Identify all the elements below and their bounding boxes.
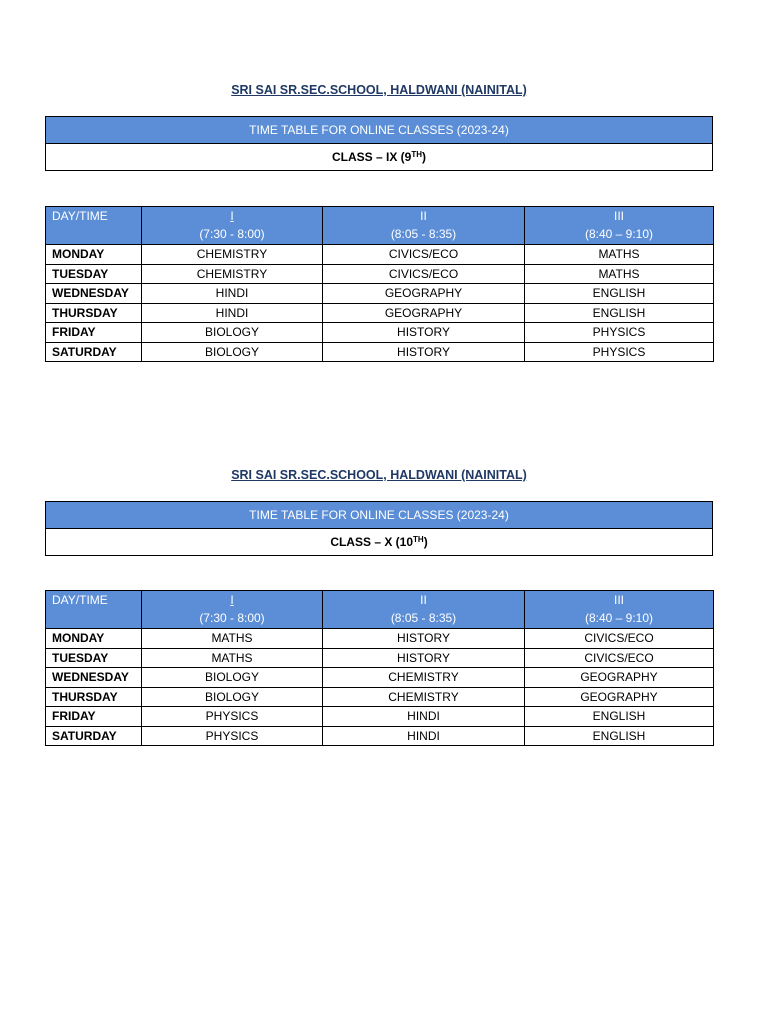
- subject-cell: CIVICS/ECO: [323, 245, 525, 265]
- timetable-title: TIME TABLE FOR ONLINE CLASSES (2023-24): [46, 117, 713, 144]
- subject-cell: BIOLOGY: [142, 342, 323, 362]
- subject-cell: CHEMISTRY: [323, 668, 525, 688]
- subject-cell: HISTORY: [323, 648, 525, 668]
- table-row: [46, 264, 714, 284]
- subject-cell: CIVICS/ECO: [323, 264, 525, 284]
- timetable-header-box: [45, 116, 713, 171]
- timetable-grid: [45, 590, 714, 746]
- subject-cell: PHYSICS: [525, 342, 714, 362]
- subject-cell: BIOLOGY: [142, 668, 323, 688]
- subject-cell: BIOLOGY: [142, 687, 323, 707]
- period-header-1: I (7:30 - 8:00): [142, 591, 323, 629]
- table-row: [46, 284, 714, 304]
- day-cell: FRIDAY: [46, 707, 142, 727]
- subject-cell: ENGLISH: [525, 303, 714, 323]
- subject-cell: CIVICS/ECO: [525, 629, 714, 649]
- timetable-grid: [45, 206, 714, 362]
- day-cell: THURSDAY: [46, 687, 142, 707]
- subject-cell: HINDI: [142, 284, 323, 304]
- subject-cell: BIOLOGY: [142, 323, 323, 343]
- table-row: [46, 342, 714, 362]
- subject-cell: HISTORY: [323, 629, 525, 649]
- subject-cell: CHEMISTRY: [323, 687, 525, 707]
- timetable-header-row: [46, 591, 714, 629]
- table-row: [46, 629, 714, 649]
- subject-cell: GEOGRAPHY: [525, 668, 714, 688]
- subject-cell: GEOGRAPHY: [323, 284, 525, 304]
- school-title: SRI SAI SR.SEC.SCHOOL, HALDWANI (NAINITAL): [231, 83, 527, 97]
- table-row: [46, 707, 714, 727]
- day-cell: TUESDAY: [46, 264, 142, 284]
- day-cell: TUESDAY: [46, 648, 142, 668]
- subject-cell: PHYSICS: [142, 726, 323, 746]
- subject-cell: CIVICS/ECO: [525, 648, 714, 668]
- subject-cell: GEOGRAPHY: [323, 303, 525, 323]
- day-time-header: DAY/TIME: [46, 207, 142, 245]
- timetable-title: TIME TABLE FOR ONLINE CLASSES (2023-24): [46, 502, 713, 529]
- day-cell: THURSDAY: [46, 303, 142, 323]
- table-row: [46, 668, 714, 688]
- subject-cell: ENGLISH: [525, 284, 714, 304]
- day-cell: WEDNESDAY: [46, 284, 142, 304]
- day-cell: MONDAY: [46, 245, 142, 265]
- subject-cell: CHEMISTRY: [142, 264, 323, 284]
- subject-cell: MATHS: [525, 264, 714, 284]
- period-header-2: II (8:05 - 8:35): [323, 207, 525, 245]
- subject-cell: HINDI: [323, 726, 525, 746]
- subject-cell: MATHS: [142, 629, 323, 649]
- subject-cell: PHYSICS: [142, 707, 323, 727]
- class-label: CLASS – IX (9TH): [46, 144, 713, 171]
- subject-cell: HINDI: [142, 303, 323, 323]
- subject-cell: MATHS: [525, 245, 714, 265]
- subject-cell: ENGLISH: [525, 726, 714, 746]
- day-time-header: DAY/TIME: [46, 591, 142, 629]
- subject-cell: MATHS: [142, 648, 323, 668]
- table-row: [46, 245, 714, 265]
- subject-cell: ENGLISH: [525, 707, 714, 727]
- class-label: CLASS – X (10TH): [46, 529, 713, 556]
- period-header-3: III (8:40 – 9:10): [525, 591, 714, 629]
- period-header-3: III (8:40 – 9:10): [525, 207, 714, 245]
- subject-cell: PHYSICS: [525, 323, 714, 343]
- day-cell: SATURDAY: [46, 342, 142, 362]
- period-header-2: II (8:05 - 8:35): [323, 591, 525, 629]
- table-row: [46, 726, 714, 746]
- school-title: SRI SAI SR.SEC.SCHOOL, HALDWANI (NAINITAL): [231, 468, 527, 482]
- subject-cell: HISTORY: [323, 342, 525, 362]
- subject-cell: CHEMISTRY: [142, 245, 323, 265]
- day-cell: MONDAY: [46, 629, 142, 649]
- subject-cell: HISTORY: [323, 323, 525, 343]
- timetable-header-box: [45, 501, 713, 556]
- subject-cell: GEOGRAPHY: [525, 687, 714, 707]
- table-row: [46, 303, 714, 323]
- table-row: [46, 687, 714, 707]
- subject-cell: HINDI: [323, 707, 525, 727]
- period-header-1: I (7:30 - 8:00): [142, 207, 323, 245]
- day-cell: WEDNESDAY: [46, 668, 142, 688]
- day-cell: FRIDAY: [46, 323, 142, 343]
- day-cell: SATURDAY: [46, 726, 142, 746]
- table-row: [46, 648, 714, 668]
- timetable-header-row: [46, 207, 714, 245]
- table-row: [46, 323, 714, 343]
